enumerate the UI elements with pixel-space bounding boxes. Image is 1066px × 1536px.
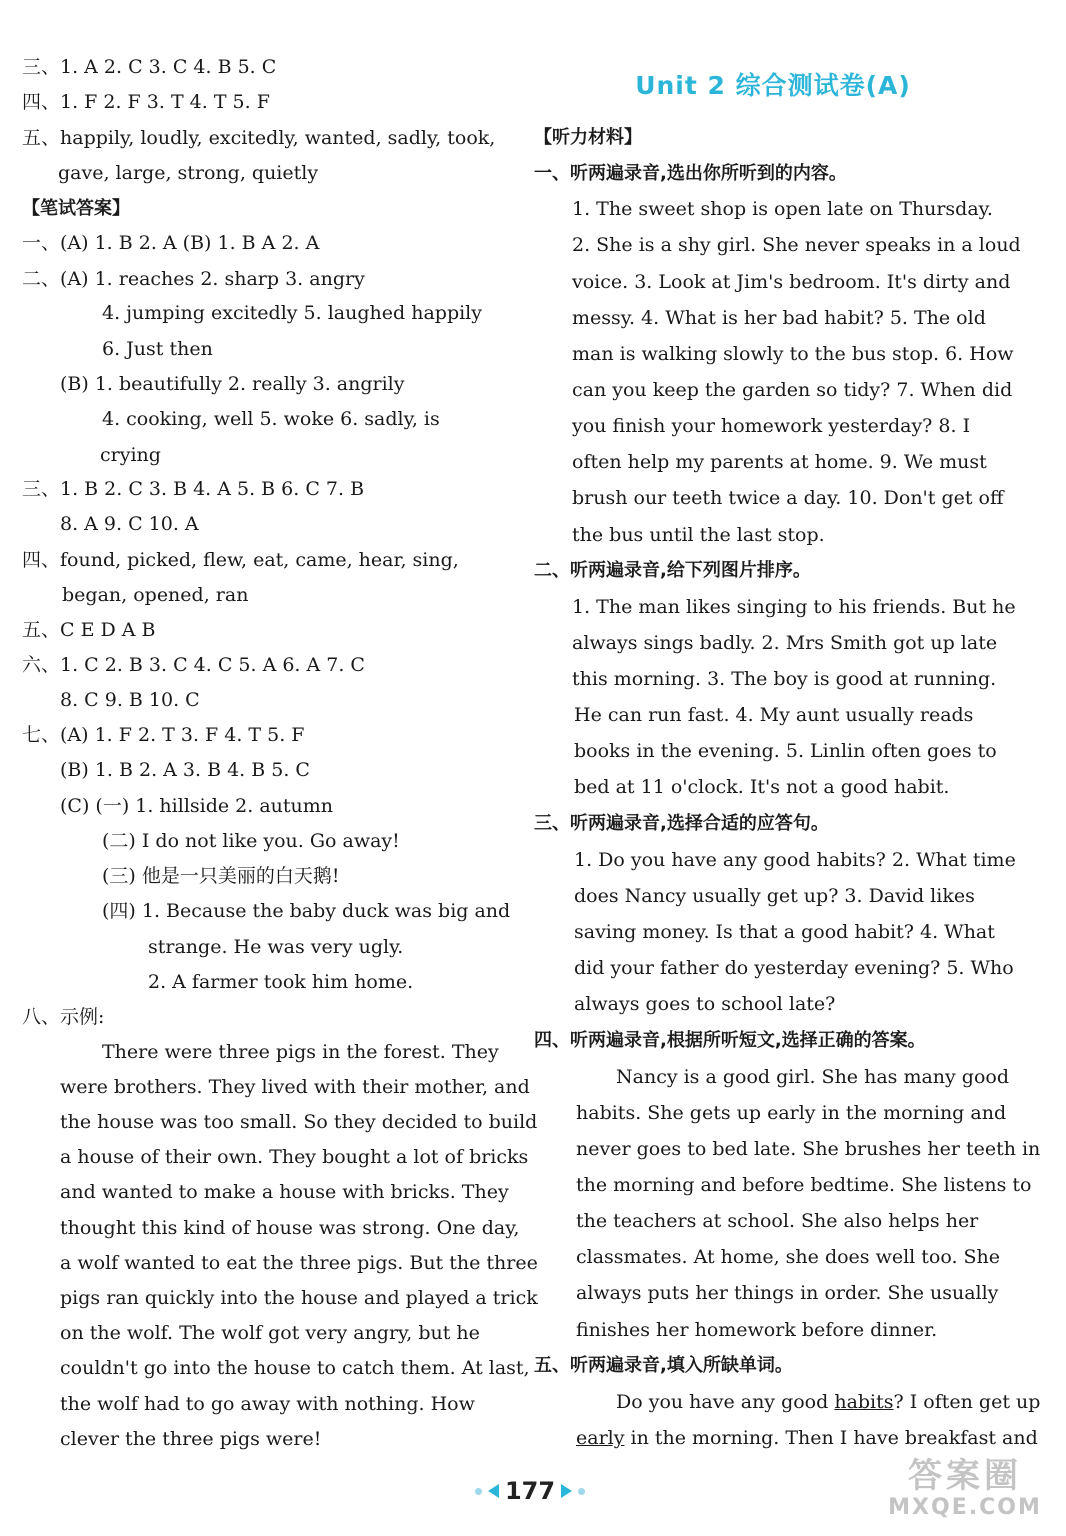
arrow-right-icon	[561, 1484, 572, 1498]
script-line: 2. She is a shy girl. She never speaks in a loud	[572, 234, 1021, 256]
answer-line: (C) (一) 1. hillside 2. autumn	[60, 795, 334, 817]
answer-line: 4. jumping excitedly 5. laughed happily	[102, 302, 482, 324]
section-heading: 四、听两遍录音,根据所听短文,选择正确的答案。	[534, 1030, 926, 1051]
script-line: 1. The man likes singing to his friends. But he	[572, 596, 1016, 618]
answer-line: (二) I do not like you. Go away!	[102, 830, 400, 852]
page-title: Unit 2 综合测试卷(A)	[635, 71, 911, 100]
answer-line: 三、1. A 2. C 3. C 4. B 5. C	[22, 56, 277, 78]
fill-in-text: ? I often get up	[893, 1391, 1041, 1413]
answer-line: began, opened, ran	[62, 584, 249, 606]
answer-line: 四、found, picked, flew, eat, came, hear, sing,	[22, 549, 459, 571]
essay-line: There were three pigs in the forest. They	[102, 1041, 499, 1063]
script-line: finishes her homework before dinner.	[576, 1319, 938, 1341]
script-line: habits. She gets up early in the morning and	[576, 1102, 1007, 1124]
script-line: never goes to bed late. She brushes her teeth in	[576, 1138, 1041, 1160]
script-line: man is walking slowly to the bus stop. 6. How	[572, 343, 1014, 365]
script-line: does Nancy usually get up? 3. David likes	[574, 885, 975, 907]
script-line: Nancy is a good girl. She has many good	[616, 1066, 1010, 1088]
script-line: the morning and before bedtime. She listens to	[576, 1174, 1032, 1196]
answer-line: (B) 1. B 2. A 3. B 4. B 5. C	[60, 759, 310, 781]
essay-line: and wanted to make a house with bricks. They	[60, 1181, 509, 1203]
answer-line: 八、示例:	[22, 1006, 105, 1028]
answer-line: 五、happily, loudly, excitedly, wanted, sadly, took,	[22, 127, 496, 149]
section-heading: 一、听两遍录音,选出你所听到的内容。	[534, 163, 847, 184]
essay-line: a house of their own. They bought a lot of bricks	[60, 1146, 529, 1168]
script-line: 1. The sweet shop is open late on Thursday.	[572, 198, 993, 220]
script-line: can you keep the garden so tidy? 7. When did	[572, 379, 1013, 401]
answer-line: 8. C 9. B 10. C	[60, 689, 200, 711]
script-line: messy. 4. What is her bad habit? 5. The old	[572, 307, 986, 329]
section-heading: 二、听两遍录音,给下列图片排序。	[534, 560, 811, 581]
section-heading: 五、听两遍录音,填入所缺单词。	[534, 1355, 793, 1376]
essay-line: clever the three pigs were!	[60, 1428, 322, 1450]
answer-line: 8. A 9. C 10. A	[60, 513, 199, 535]
answer-line: 6. Just then	[102, 338, 213, 360]
answer-line: 六、1. C 2. B 3. C 4. C 5. A 6. A 7. C	[22, 654, 365, 676]
script-line: He can run fast. 4. My aunt usually reads	[574, 704, 974, 726]
script-line: 1. Do you have any good habits? 2. What time	[574, 849, 1016, 871]
answer-line: crying	[100, 444, 161, 466]
answer-line: 一、(A) 1. B 2. A (B) 1. B A 2. A	[22, 232, 320, 254]
section-heading: 三、听两遍录音,选择合适的应答句。	[534, 813, 829, 834]
watermark-line1: 答案圈	[908, 1456, 1022, 1496]
script-line: voice. 3. Look at Jim's bedroom. It's dirty and	[572, 271, 1011, 293]
answer-line: gave, large, strong, quietly	[58, 162, 319, 184]
answer-line: 五、C E D A B	[22, 619, 156, 641]
essay-line: the house was too small. So they decided to build	[60, 1111, 538, 1133]
script-line: the bus until the last stop.	[572, 524, 825, 546]
fill-in-text: in the morning. Then I have breakfast and	[624, 1427, 1038, 1449]
fill-in-line	[616, 1388, 1040, 1416]
essay-line: thought this kind of house was strong. One day,	[60, 1217, 520, 1239]
section-heading: 【笔试答案】	[22, 198, 130, 219]
script-line: the teachers at school. She also helps her	[576, 1210, 979, 1232]
essay-line: pigs ran quickly into the house and played a trick	[60, 1287, 538, 1309]
script-line: did your father do yesterday evening? 5. Who	[574, 957, 1014, 979]
watermark-line2: MXQE.COM	[888, 1495, 1042, 1520]
essay-line: the wolf had to go away with nothing. How	[60, 1393, 475, 1415]
essay-line: a wolf wanted to eat the three pigs. But the three	[60, 1252, 538, 1274]
essay-line: were brothers. They lived with their mother, and	[60, 1076, 530, 1098]
answer-line: 4. cooking, well 5. woke 6. sadly, is	[102, 408, 440, 430]
answer-line: 三、1. B 2. C 3. B 4. A 5. B 6. C 7. B	[22, 478, 365, 500]
dot-icon	[578, 1488, 585, 1495]
answer-line: 2. A farmer took him home.	[148, 971, 414, 993]
page-number: 177	[504, 1477, 556, 1505]
dot-icon	[475, 1488, 482, 1495]
script-line: this morning. 3. The boy is good at running.	[572, 668, 997, 690]
fill-in-answer: early	[576, 1427, 625, 1449]
essay-line: on the wolf. The wolf got very angry, but he	[60, 1322, 480, 1344]
watermark-logo	[880, 1456, 1050, 1526]
script-line: books in the evening. 5. Linlin often goes to	[574, 740, 997, 762]
essay-line: couldn't go into the house to catch them. At last,	[60, 1357, 530, 1379]
answer-line: 四、1. F 2. F 3. T 4. T 5. F	[22, 91, 270, 113]
arrow-left-icon	[488, 1484, 499, 1498]
answer-line: 二、(A) 1. reaches 2. sharp 3. angry	[22, 268, 365, 290]
answer-line: (三) 他是一只美丽的白天鹅!	[102, 865, 340, 887]
script-line: classmates. At home, she does well too. She	[576, 1246, 1001, 1268]
fill-in-line	[576, 1424, 1038, 1452]
section-heading: 【听力材料】	[534, 127, 642, 148]
script-line: brush our teeth twice a day. 10. Don't get off	[572, 487, 1004, 509]
script-line: always goes to school late?	[574, 993, 836, 1015]
script-line: bed at 11 o'clock. It's not a good habit.	[574, 776, 950, 798]
fill-in-text: Do you have any good	[616, 1391, 835, 1413]
answer-line: 七、(A) 1. F 2. T 3. F 4. T 5. F	[22, 724, 305, 746]
answer-line: (B) 1. beautifully 2. really 3. angrily	[60, 373, 405, 395]
script-line: always puts her things in order. She usually	[576, 1282, 999, 1304]
script-line: always sings badly. 2. Mrs Smith got up late	[572, 632, 998, 654]
script-line: often help my parents at home. 9. We must	[572, 451, 987, 473]
fill-in-answer: habits	[834, 1391, 894, 1413]
answer-line: (四) 1. Because the baby duck was big and	[102, 900, 511, 922]
script-line: saving money. Is that a good habit? 4. What	[574, 921, 995, 943]
page-footer	[440, 1474, 620, 1508]
answer-line: strange. He was very ugly.	[148, 936, 404, 958]
script-line: you finish your homework yesterday? 8. I	[572, 415, 971, 437]
